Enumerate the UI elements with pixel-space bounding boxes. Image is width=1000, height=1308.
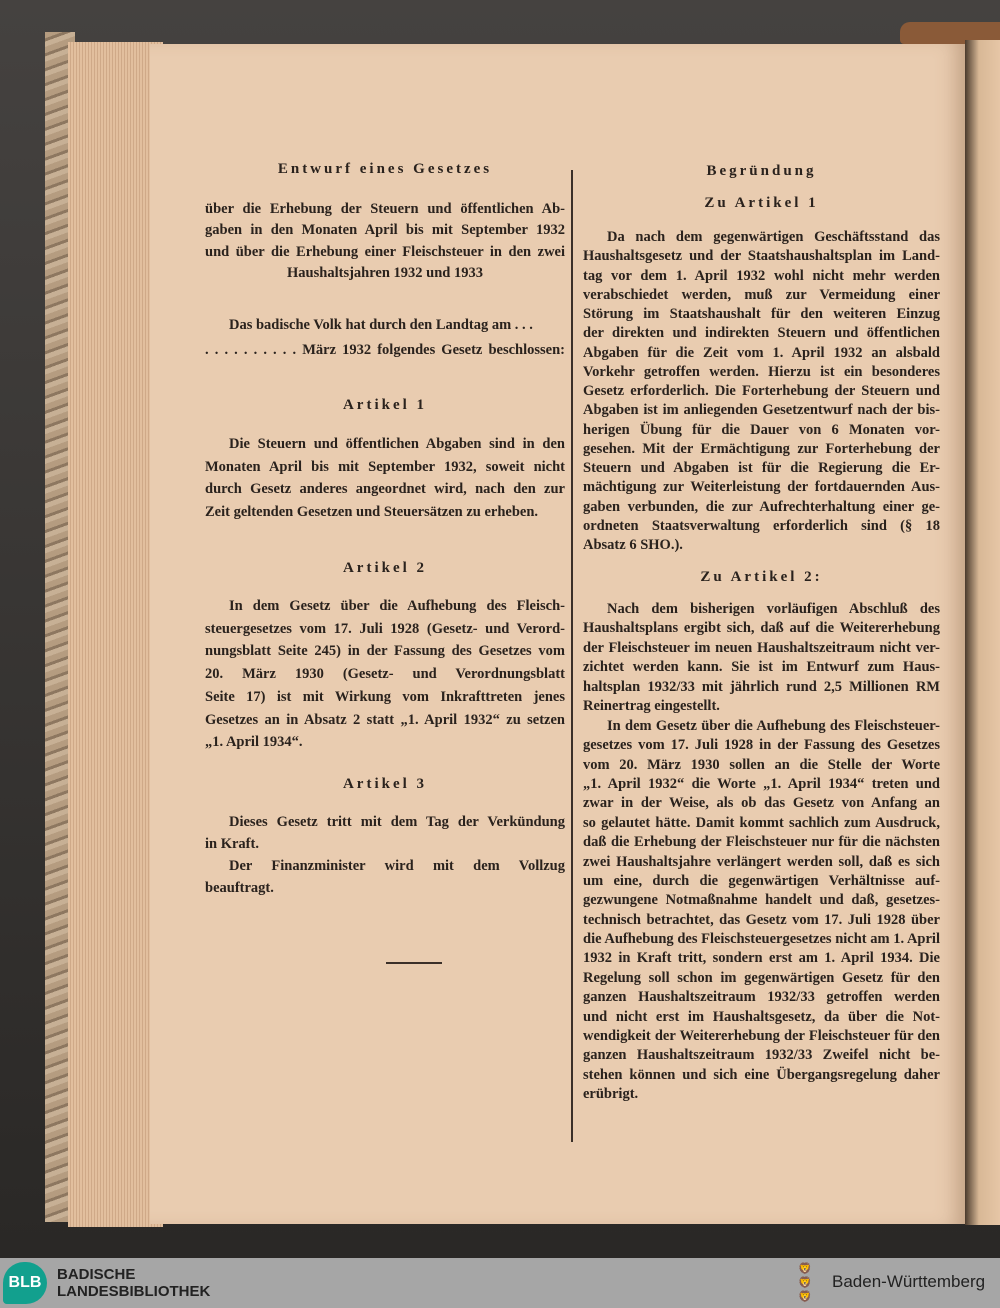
article2-text-line: Seite 17) ist mit Wirkung vom Inkrafttreten jenes — [205, 688, 565, 705]
zu-article1-heading: Zu Artikel 1 — [704, 195, 819, 211]
zu-article2-para2-line: ganzen Haushaltszeitraum 1932/33 getroffen werden — [583, 989, 940, 1006]
document-title: Entwurf eines Gesetzes — [277, 161, 493, 177]
zu-article1-text-line: ordneten Staatsverwaltung erforderlich sind (§ 18 — [583, 517, 940, 534]
zu-article2-para2-line: Regelung soll schon im gegenwärtigen Gesetz für den — [583, 969, 940, 986]
zu-article2-para2-line: gesetzes vom 17. Juli 1928 in der Fassung des Gesetzes — [583, 737, 940, 754]
article2-text-line: nungsblatt Seite 245) in der Fassung des Gesetzes vom — [205, 643, 565, 660]
preamble-line: . . . . . . . . . . März 1932 folgendes Gesetz beschlossen: — [205, 342, 565, 358]
zu-article1-text-line: der direkten und indirekten Steuern und öffentlichen — [583, 325, 940, 342]
article1-heading: Artikel 1 — [342, 397, 428, 413]
article2-text-line: steuergesetzes vom 17. Juli 1928 (Gesetz- und Verord- — [205, 620, 565, 637]
article2-text-line: Gesetzes an in Absatz 2 statt „1. April 1932“ zu setzen — [205, 711, 565, 728]
zu-article2-para2-line: zwei Haushaltsjahre verlängert werden soll, daß es sich — [583, 853, 940, 870]
zu-article2-para1-line: der Fleischsteuer im neuen Haushaltszeitraum nicht ver- — [583, 639, 940, 656]
article2-text-line: „1. April 1934“. — [205, 734, 303, 751]
zu-article2-para2-line: In dem Gesetz über die Aufhebung des Fleischsteuer- — [607, 718, 940, 734]
zu-article1-text-line: herigen Übung für die Dauer von 6 Monaten vor- — [583, 421, 940, 438]
subtitle-line: Haushaltsjahren 1932 und 1933 — [287, 264, 483, 281]
zu-article2-para2-line: um eine, durch die gegenwärtigen Verhältnisse auf- — [583, 872, 940, 889]
zu-article2-para2-line: so gelautet hätte. Damit kommt sachlich zum Ausdruck, — [583, 814, 940, 831]
zu-article2-para2-line: 1932 in Kraft tritt, sondern erst am 1. April 1934. Die — [583, 950, 940, 967]
justification-title: Begründung — [706, 163, 817, 179]
article1-text-line: Die Steuern und öffentlichen Abgaben sind in den — [229, 436, 565, 452]
zu-article2-para2-line: erübrigt. — [583, 1086, 639, 1103]
blb-logo[interactable]: BLB — [3, 1262, 47, 1304]
column-divider — [571, 170, 573, 1142]
article3-heading: Artikel 3 — [342, 776, 428, 792]
zu-article1-text-line: Abgaben für die Zeit vom 1. April 1932 an alsbald — [583, 344, 940, 361]
article2-text-line: 20. März 1930 (Gesetz- und Verordnungsblatt — [205, 666, 565, 683]
zu-article1-text-line: Absatz 6 SHO.). — [583, 537, 683, 553]
article3-text-line: Der Finanzminister wird mit dem Vollzug — [229, 858, 565, 874]
zu-article2-para2-line: wendigkeit der Weitererhebung der Fleischsteuer für den — [583, 1027, 940, 1044]
article3-text-line: beauftragt. — [205, 880, 274, 896]
zu-article2-para1-line: Haushaltsplans ergibt sich, daß auf die Weitererhebung — [583, 620, 940, 637]
library-name-line1: BADISCHE — [57, 1266, 136, 1283]
three-lions-icon: 🦁 🦁 🦁 — [798, 1263, 812, 1303]
zu-article2-para2-line: vom 20. März 1930 sollen an die Stelle der Worte — [583, 756, 940, 773]
zu-article2-para1-line: haltsplan 1932/33 mit jährlich rund 2,5 Millionen RM — [583, 678, 940, 695]
end-rule — [386, 962, 442, 964]
next-page-edge — [965, 40, 1000, 1225]
zu-article2-para2-line: gezwungene Notmaßnahme handelt und daß, gesetzes- — [583, 892, 940, 909]
zu-article1-text-line: Abgaben ist im anliegenden Gesetzentwurf nach der bis- — [583, 402, 940, 419]
zu-article2-para2-line: ganzen Haushaltszeitraum 1932/33 Zweifel nicht be- — [583, 1047, 940, 1064]
zu-article2-para1-line: zichtet werden kann. Sie ist im Entwurf zum Haus- — [583, 659, 940, 676]
zu-article1-text-line: Vorkehr getroffen werden. Hierzu ist ein besonderes — [583, 363, 940, 380]
zu-article2-para2-line: die Aufhebung des Fleischsteuergesetzes nicht am 1. April — [583, 931, 940, 948]
zu-article2-para2-line: „1. April 1932“ die Worte „1. April 1934“ treten und — [583, 776, 940, 793]
article2-heading: Artikel 2 — [342, 560, 428, 576]
page-edges — [68, 42, 163, 1227]
zu-article1-text-line: Da nach dem gegenwärtigen Geschäftsstand das — [607, 229, 940, 245]
article1-text-line: durch Gesetz anderes angeordnet wird, nach den zur — [205, 481, 565, 498]
zu-article2-para2-line: daß die Erhebung der Fleischsteuer nur für die nächsten — [583, 834, 940, 851]
subtitle-line: über die Erhebung der Steuern und öffentlichen Ab- — [205, 201, 565, 217]
zu-article2-para2-line: und nicht erst im Haushaltsgesetz, da über die Not- — [583, 1008, 940, 1025]
article1-text-line: Zeit geltenden Gesetzen und Steuersätzen zu erheben. — [205, 504, 539, 521]
zu-article1-text-line: verabschiedet werden, muß zur Vermeidung einer — [583, 286, 940, 303]
zu-article2-para2-line: zwar in der Weise, als ob das Gesetz von Anfang an — [583, 795, 940, 812]
zu-article1-text-line: mächtigung zur Weiterleistung der fortdauernden Aus- — [583, 479, 940, 496]
article3-text-line: Dieses Gesetz tritt mit dem Tag der Verkündung — [229, 814, 565, 830]
zu-article1-text-line: tag vor dem 1. April 1932 wohl nicht mehr werden — [583, 267, 940, 284]
zu-article1-text-line: gaben verbunden, die zur Aufrechterhaltung einer ge- — [583, 498, 940, 515]
footer-bar — [0, 1258, 1000, 1308]
article2-text-line: In dem Gesetz über die Aufhebung des Fleisch- — [229, 598, 565, 614]
zu-article1-text-line: Gesetz erforderlich. Die Forterhebung der Steuern und — [583, 383, 940, 399]
state-name[interactable]: Baden-Württemberg — [832, 1272, 986, 1291]
zu-article1-text-line: Störung im Staatshaushalt für den weiteren Einzug — [583, 306, 940, 322]
zu-article1-text-line: Steuern und Abgaben ist für die Regierung die Er- — [583, 460, 940, 476]
zu-article2-para2-line: stehen können und sich eine Übergangsregelung daher — [583, 1066, 940, 1083]
library-name[interactable] — [57, 1266, 210, 1300]
subtitle-line: gaben in den Monaten April bis mit September 1932 — [205, 222, 565, 239]
subtitle-line: und über die Erhebung einer Fleischsteuer in den zwei — [205, 243, 565, 260]
zu-article2-para1-line: Nach dem bisherigen vorläufigen Abschluß des — [607, 601, 940, 617]
library-name-line2: LANDESBIBLIOTHEK — [57, 1283, 211, 1300]
zu-article2-para1-line: Reinertrag eingestellt. — [583, 698, 720, 714]
zu-article1-text-line: gesehen. Mit der Ermächtigung zur Forterhebung der — [583, 440, 940, 457]
zu-article1-text-line: Haushaltsgesetz und der Staatshaushaltsplan im Land- — [583, 248, 940, 265]
article1-text-line: Monaten April bis mit September 1932, soweit nicht — [205, 458, 565, 475]
zu-article2-heading: Zu Artikel 2: — [700, 569, 823, 585]
article3-text-line: in Kraft. — [205, 836, 259, 852]
zu-article2-para2-line: technisch betrachtet, das Gesetz vom 17. Juli 1928 über — [583, 911, 940, 928]
preamble-line: Das badische Volk hat durch den Landtag am . . . — [229, 317, 533, 333]
